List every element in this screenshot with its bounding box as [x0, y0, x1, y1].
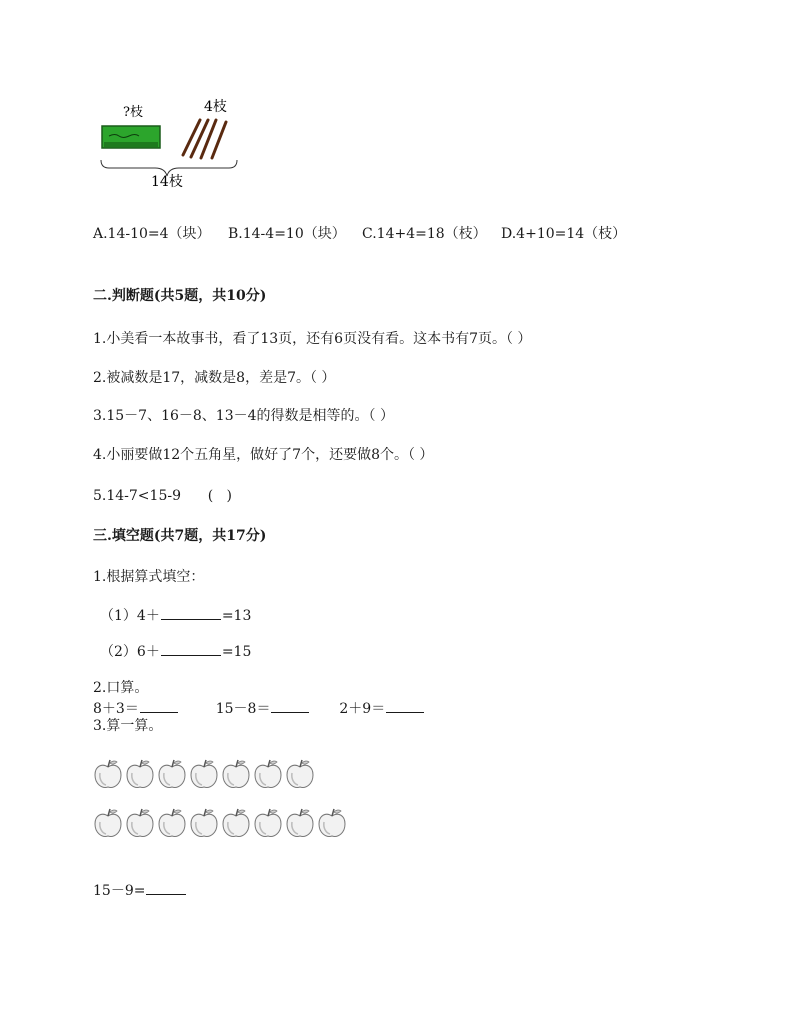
fill-q1-part1-suffix: =13 — [221, 608, 252, 624]
fill-q1-part2-prefix: （2）6＋ — [100, 644, 160, 660]
judge-item-3: 3.15－7、16－8、13－4的得数是相等的。（ ） — [93, 408, 394, 424]
eraser-icon — [102, 126, 160, 148]
fill-q2-prompt: 2.口算。 — [93, 680, 149, 696]
apple-icon — [255, 760, 281, 787]
fill-q3-equation-text: 15－9= — [93, 883, 146, 899]
fill-q1-prompt: 1.根据算式填空： — [93, 569, 205, 585]
pencils-icon — [183, 120, 226, 158]
fill-q1-part2 — [100, 641, 251, 661]
answer-blank[interactable] — [161, 605, 221, 620]
fill-q2-expr1: 8＋3＝ — [93, 701, 139, 717]
option-c: C.14+4=18（枝） — [362, 226, 487, 242]
total-count-label: 14枝 — [151, 174, 183, 190]
apple-row-1 — [92, 757, 320, 795]
apple-row-2 — [92, 806, 352, 844]
apple-icon — [319, 809, 345, 836]
apple-icon — [127, 760, 153, 787]
fill-q3-equation — [93, 880, 187, 900]
judge-item-4: 4.小丽要做12个五角星，做好了7个，还要做8个。（ ） — [93, 447, 434, 463]
apple-icon — [95, 760, 121, 787]
answer-blank[interactable] — [140, 698, 178, 713]
option-b: B.14-4=10（块） — [228, 226, 346, 242]
option-d: D.4+10=14（枝） — [501, 226, 627, 242]
fill-q1-part2-suffix: =15 — [221, 644, 252, 660]
fill-q2-row — [93, 698, 425, 718]
answer-blank[interactable] — [386, 698, 424, 713]
apple-icon — [95, 809, 121, 836]
apple-icon — [223, 809, 249, 836]
apple-icon — [191, 760, 217, 787]
fill-q1-part1 — [100, 605, 251, 625]
unknown-count-label: ?枝 — [123, 105, 143, 120]
apple-icon — [287, 809, 313, 836]
apple-icon — [159, 809, 185, 836]
answer-blank[interactable] — [161, 641, 221, 656]
apple-icon — [255, 809, 281, 836]
judge-item-1: 1.小美看一本故事书，看了13页，还有6页没有看。这本书有7页。（ ） — [93, 331, 532, 347]
fill-q2-expr2: 15－8＝ — [215, 701, 271, 717]
answer-blank[interactable] — [146, 880, 186, 895]
option-a: A.14-10=4（块） — [93, 226, 211, 242]
apple-icon — [191, 809, 217, 836]
answer-blank[interactable] — [271, 698, 309, 713]
fill-q2-expr3: 2＋9＝ — [339, 701, 386, 717]
eraser-pencil-figure — [95, 92, 245, 192]
section-2-title: 二.判断题(共5题，共10分) — [93, 288, 267, 304]
apple-icon — [127, 809, 153, 836]
judge-item-2: 2.被减数是17，减数是8，差是7。（ ） — [93, 370, 336, 386]
pencil-count-label: 4枝 — [204, 99, 227, 115]
apple-icon — [159, 760, 185, 787]
fill-q3-prompt: 3.算一算。 — [93, 718, 163, 734]
section-3-title: 三.填空题(共7题，共17分) — [93, 528, 267, 544]
judge-item-5: 5.14-7<15-9 ( ) — [93, 488, 232, 504]
apple-icon — [223, 760, 249, 787]
apple-icon — [287, 760, 313, 787]
fill-q1-part1-prefix: （1）4＋ — [100, 608, 160, 624]
